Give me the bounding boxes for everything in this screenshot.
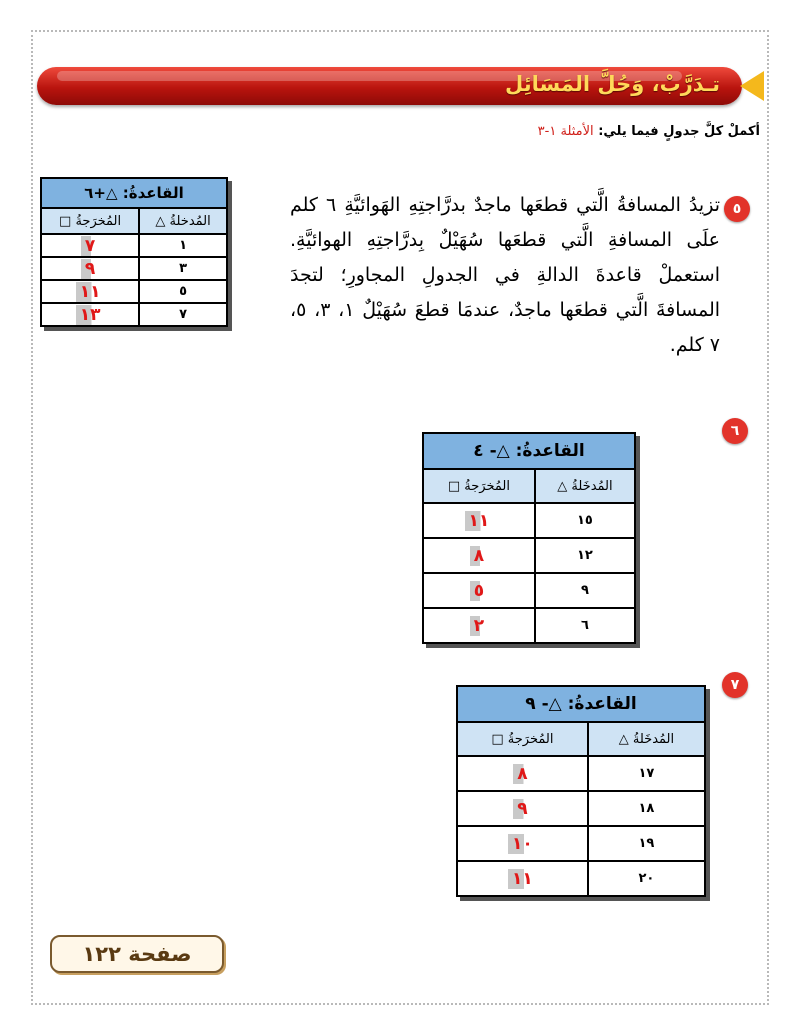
page-number: صفحة ١٢٢ xyxy=(50,935,224,973)
table-cell-input: ٩ xyxy=(535,573,635,608)
table-cell-input: ٧ xyxy=(139,303,227,326)
table-cell-output: ٧ xyxy=(41,234,139,257)
problem-number-5: ٥ xyxy=(724,196,750,222)
table-cell-output: ٨ xyxy=(457,756,588,791)
output-header: المُخرَجةُ □ xyxy=(457,722,588,756)
table-cell-output: ٩ xyxy=(41,257,139,280)
table-cell-output: ١١ xyxy=(457,861,588,896)
function-table-1 xyxy=(40,177,228,327)
table-rule: القاعدةُ: △- ٩ xyxy=(457,686,705,722)
table-cell-input: ٢٠ xyxy=(588,861,705,896)
table-cell-output: ١١ xyxy=(423,503,535,538)
table-cell-output: ١٣ xyxy=(41,303,139,326)
output-header: المُخرَجةُ □ xyxy=(41,208,139,234)
table-cell-output: ٢ xyxy=(423,608,535,643)
instruction-reference: الأمثلة ١-٣ xyxy=(537,124,594,139)
table-cell-input: ٦ xyxy=(535,608,635,643)
instruction xyxy=(538,124,760,139)
table-rule: القاعدةُ: △- ٤ xyxy=(423,433,635,469)
table-rule: القاعدةُ: △+٦ xyxy=(41,178,227,208)
problem-5-text: تزيدُ المسافةُ الَّتي قطعَها ماجدٌ بدرَّاجتِهِ الهَوائيَّةِ ٦ كلم علَى المسافةِ الَّتي قطعَها سُهَيْلٌ بِدرَّاجتِهِ الهوائيَّةِ. استعملْ قاعدةَ الدالةِ في الجدولِ المجاورِ؛ لتجدَ المسافةَ الَّتي قطعَها ماجدٌ، عندمَا قطعَ سُهَيْلٌ ١، ٣، ٥، ٧ كلم. xyxy=(290,194,721,356)
problem-number-7: ٧ xyxy=(722,672,748,698)
table-cell-output: ٩ xyxy=(457,791,588,826)
table-cell-output: ٥ xyxy=(423,573,535,608)
output-header: المُخرَجةُ □ xyxy=(423,469,535,503)
table-cell-input: ١ xyxy=(139,234,227,257)
problem-number-6: ٦ xyxy=(722,418,748,444)
table-cell-input: ١٧ xyxy=(588,756,705,791)
table-cell-input: ٣ xyxy=(139,257,227,280)
input-header: المُدخلةُ △ xyxy=(139,208,227,234)
table-cell-input: ١٨ xyxy=(588,791,705,826)
table-cell-input: ٥ xyxy=(139,280,227,303)
instruction-text: أكملْ كلَّ جدولٍ فيما يلي: xyxy=(598,124,760,139)
function-table-3 xyxy=(456,685,706,897)
banner-arrow-icon xyxy=(740,71,764,101)
table-cell-input: ١٩ xyxy=(588,826,705,861)
table-cell-input: ١٢ xyxy=(535,538,635,573)
input-header: المُدخَلةُ △ xyxy=(588,722,705,756)
section-title: تـدَرَّبْ، وَحُلَّ المَسَائِل xyxy=(505,72,720,96)
table-cell-output: ٨ xyxy=(423,538,535,573)
function-table-2 xyxy=(422,432,636,644)
table-cell-output: ١١ xyxy=(41,280,139,303)
table-cell-input: ١٥ xyxy=(535,503,635,538)
input-header: المُدخَلةُ △ xyxy=(535,469,635,503)
table-cell-output: ١٠ xyxy=(457,826,588,861)
